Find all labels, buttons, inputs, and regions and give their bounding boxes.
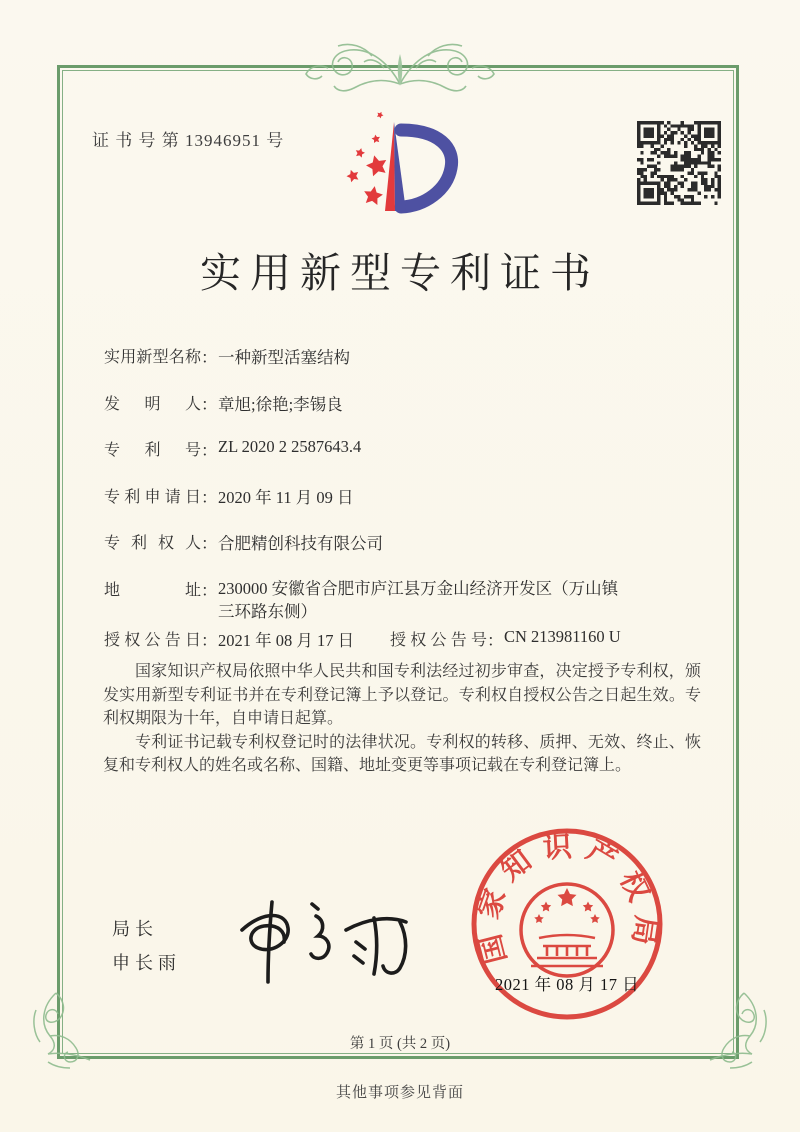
label-colon: ： [201,631,218,650]
field-value: CN 213981160 U [504,627,621,646]
label-colon: ： [201,581,218,600]
top-flourish-ornament-icon [284,34,516,98]
commissioner-name: 申长雨 [112,953,181,973]
field-label: 实用新型名称 [104,349,201,366]
field-row-grant-publication [104,627,720,651]
seal-date: 2021 年 08 月 17 日 [494,975,640,994]
field-label: 授权公告号 [390,632,487,649]
label-colon: ： [201,488,218,507]
field-row-filing-date [104,484,720,508]
field-value: 合肥精创科技有限公司 [218,534,383,553]
commissioner-title: 局长 [112,919,158,939]
field-grant-publication-number [390,627,621,651]
cnipa-official-seal [453,818,681,1030]
field-label: 授权公告日 [104,632,201,649]
field-row-patentee [104,530,720,554]
field-value: ZL 2020 2 2587643.4 [218,437,362,456]
label-colon: ： [201,348,218,367]
certificate-number: 证 书 号 第 13946951 号 [92,131,285,150]
address-line-1: 230000 安徽省合肥市庐江县万金山经济开发区（万山镇 [218,579,619,598]
field-label: 专利权人 [104,535,201,552]
commissioner-handwritten-signature [228,896,418,992]
qr-code [637,121,721,205]
field-row-utility-model-name [104,344,720,368]
bottom-right-corner-ornament-icon [706,990,776,1072]
address-line-2: 三环路东侧） [218,602,317,621]
certificate-title: 实用新型专利证书 [200,250,600,296]
page-number: 第 1 页 (共 2 页) [349,1036,451,1052]
legal-paragraph-1: 国家知识产权局依照中华人民共和国专利法经过初步审查，决定授予专利权，颁发实用新型专利证书并在专利登记簿上予以登记。专利权自授权公告之日起生效。专利权期限为十年，自申请日起算。 [103,663,701,728]
legal-body-text [103,660,701,778]
field-label: 专利号 [104,442,201,459]
field-value-address [218,577,618,623]
label-colon: ： [201,395,218,414]
field-label: 发明人 [104,396,201,413]
label-colon: ： [201,534,218,553]
seal-national-emblem-icon [521,884,613,976]
bottom-left-corner-ornament-icon [24,990,94,1072]
cnipa-logo-icon [343,110,461,216]
field-value: 一种新型活塞结构 [218,348,350,367]
seal-arc-text: 国家知识产权局 [471,830,662,967]
field-value: 2021 年 08 月 17 日 [218,631,355,650]
back-side-note: 其他事项参见背面 [335,1085,464,1101]
label-colon: ： [201,441,218,460]
legal-paragraph-2: 专利证书记载专利权登记时的法律状况。专利权的转移、质押、无效、终止、恢复和专利权人的姓名或名称、国籍、地址变更等事项记载在专利登记簿上。 [103,733,701,775]
field-value: 2020 年 11 月 09 日 [218,488,354,507]
field-label: 专利申请日 [104,489,201,506]
field-row-patent-number [104,437,720,461]
field-label: 地址 [104,582,201,599]
label-colon: ： [487,631,504,650]
field-row-inventors [104,391,720,415]
field-row-address [104,577,720,623]
field-value: 章旭;徐艳;李锡良 [218,395,343,414]
